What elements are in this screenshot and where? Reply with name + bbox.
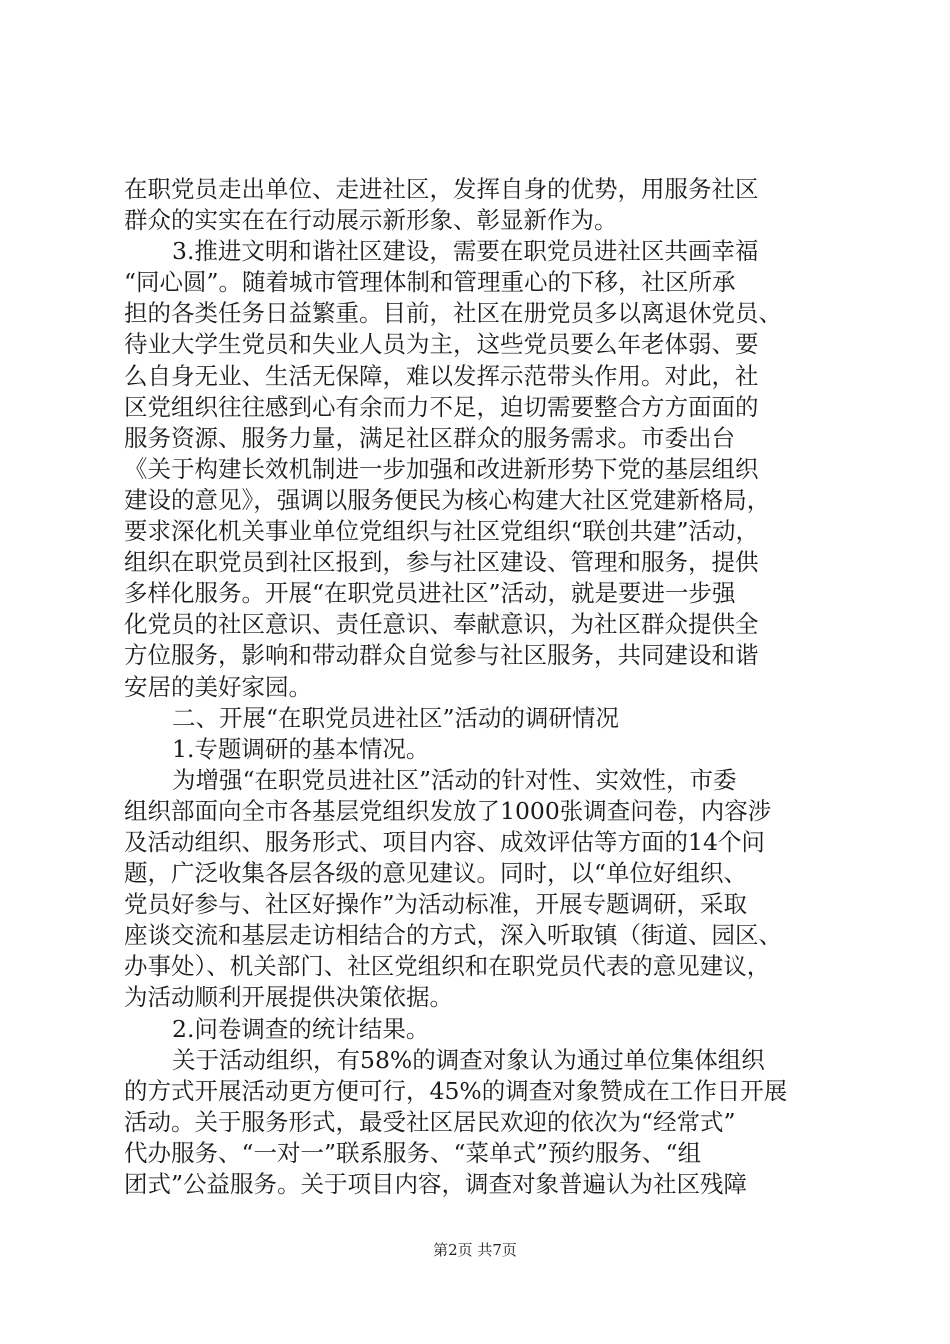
text-line: 组织部面向全市各基层党组织发放了1000张调查问卷，内容涉 <box>124 796 772 825</box>
subsection-heading: 1.专题调研的基本情况。 <box>172 734 430 763</box>
text-line: 服务资源、服务力量，满足社区群众的服务需求。市委出台 <box>124 423 735 452</box>
document-body <box>124 174 836 1200</box>
subsection-heading: 2.问卷调查的统计结果。 <box>172 1014 430 1043</box>
text-line: 为增强“在职党员进社区”活动的针对性、实效性，市委 <box>172 765 737 794</box>
text-line: 党员好参与、社区好操作”为活动标准，开展专题调研，采取 <box>124 890 748 919</box>
text-line: 建设的意见》，强调以服务便民为核心构建大社区党建新格局， <box>124 485 771 514</box>
text-line: 群众的实实在在行动展示新形象、彰显新作为。 <box>124 206 618 235</box>
text-line: 么自身无业、生活无保障，难以发挥示范带头作用。对此，社 <box>124 361 759 390</box>
text-line: 安居的美好家园。 <box>124 672 312 701</box>
text-line: 关于活动组织，有58%的调查对象认为通过单位集体组织 <box>172 1045 765 1074</box>
text-line: 座谈交流和基层走访相结合的方式，深入听取镇（街道、园区、 <box>124 921 782 950</box>
text-line: 《关于构建长效机制进一步加强和改进新形势下党的基层组织 <box>124 454 759 483</box>
text-line: 代办服务、“一对一”联系服务、“菜单式”预约服务、“组 <box>124 1138 702 1167</box>
text-line: 的方式开展活动更方便可行，45%的调查对象赞成在工作日开展 <box>124 1076 788 1105</box>
page-number-footer: 第2页 共7页 <box>433 1241 517 1259</box>
text-line: “同心圆”。随着城市管理体制和管理重心的下移，社区所承 <box>124 268 736 297</box>
text-line: 题，广泛收集各层各级的意见建议。同时，以“单位好组织、 <box>124 859 748 888</box>
text-line: 为活动顺利开展提供决策依据。 <box>124 983 453 1012</box>
text-line: 及活动组织、服务形式、项目内容、成效评估等方面的14个问 <box>124 827 765 856</box>
text-line: 在职党员走出单位、走进社区，发挥自身的优势，用服务社区 <box>124 175 759 203</box>
text-line: 要求深化机关事业单位党组织与社区党组织“联创共建”活动， <box>124 517 760 546</box>
text-line: 化党员的社区意识、责任意识、奉献意识，为社区群众提供全 <box>124 610 759 639</box>
text-line: 3.推进文明和谐社区建设，需要在职党员进社区共画幸福 <box>172 237 759 266</box>
text-line: 方位服务，影响和带动群众自觉参与社区服务，共同建设和谐 <box>124 641 759 670</box>
text-line: 组织在职党员到社区报到，参与社区建设、管理和服务，提供 <box>124 548 759 577</box>
text-line: 办事处）、机关部门、社区党组织和在职党员代表的意见建议， <box>124 952 771 981</box>
text-line: 区党组织往往感到心有余而力不足，迫切需要整合方方面面的 <box>124 392 759 421</box>
section-heading: 二、开展“在职党员进社区”活动的调研情况 <box>172 703 620 732</box>
text-line: 担的各类任务日益繁重。目前，社区在册党员多以离退休党员、 <box>124 299 782 328</box>
text-line: 团式”公益服务。关于项目内容，调查对象普遍认为社区残障 <box>124 1170 748 1198</box>
text-line: 多样化服务。开展“在职党员进社区”活动，就是要进一步强 <box>124 579 736 608</box>
text-line: 活动。关于服务形式，最受社区居民欢迎的依次为“经常式” <box>124 1107 736 1136</box>
text-line: 待业大学生党员和失业人员为主，这些党员要么年老体弱、要 <box>124 330 759 359</box>
